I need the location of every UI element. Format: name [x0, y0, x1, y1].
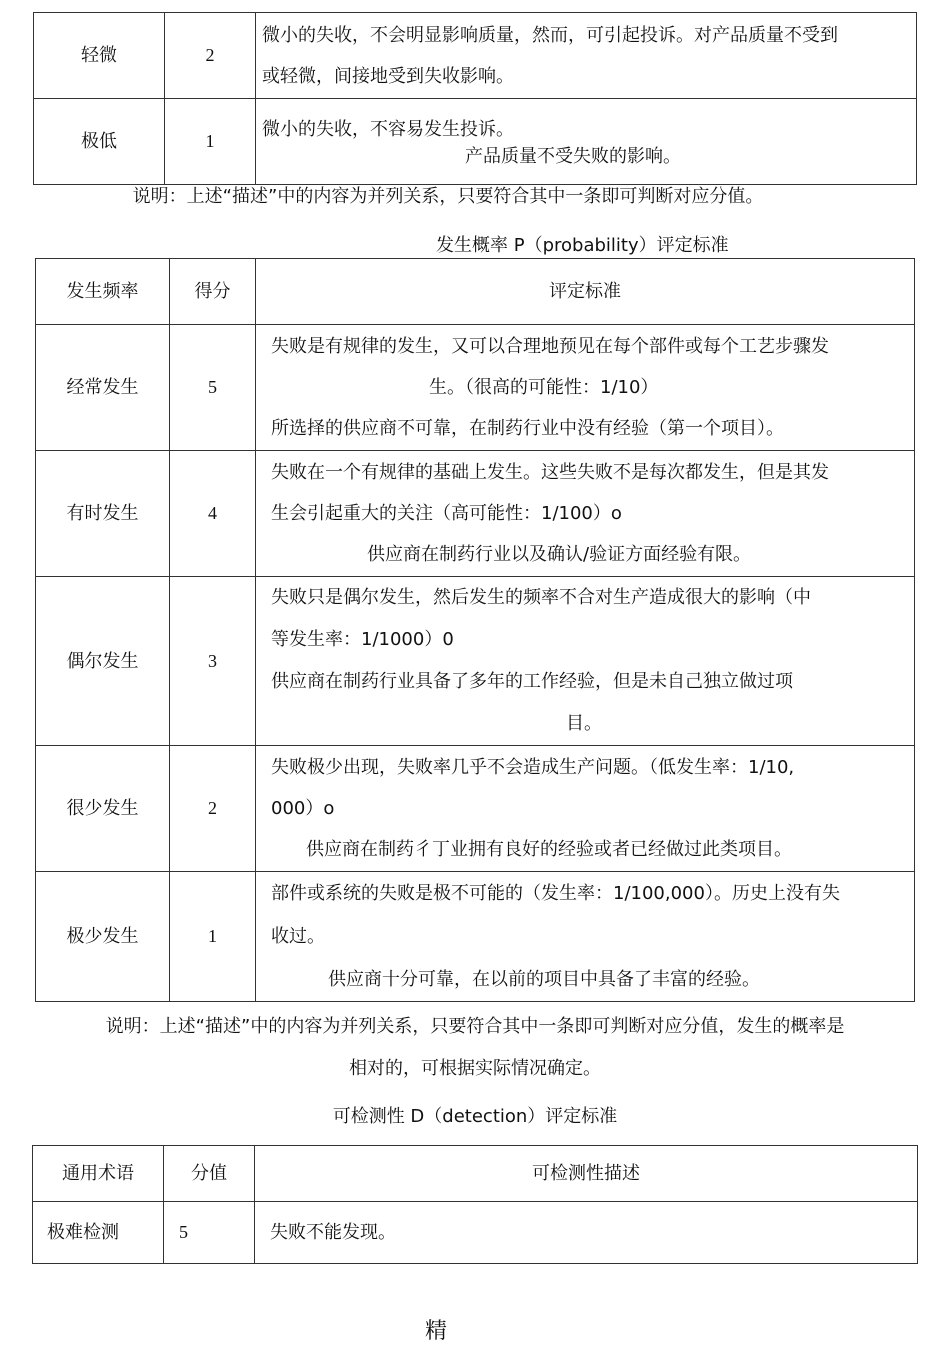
probability-title: 发生概率 P（probability）评定标准 [436, 235, 729, 256]
level-cell: 很少发生 [36, 746, 170, 872]
level-cell: 轻微 [34, 13, 165, 99]
desc-cell: 失败只是偶尔发生，然后发生的频率不合对生产造成很大的影响（中 等发生率：1/1000）0 供应商在制药行业具备了多年的工作经验，但是未自己独立做过项 目。 [256, 577, 915, 746]
desc-cell: 失败不能发现。 [255, 1202, 918, 1264]
probability-note: 说明：上述“描述”中的内容为并列关系，只要符合其中一条即可判断对应分值，发生的概率是 相对的，可根据实际情况确定。 [105, 1016, 845, 1079]
severity-note: 说明：上述“描述”中的内容为并列关系，只要符合其中一条即可判断对应分值。 [132, 186, 764, 207]
severity-table [33, 12, 917, 185]
desc-cell: 微小的失收，不容易发生投诉。 产品质量不受失败的影响。 [256, 99, 917, 185]
table-row [36, 577, 915, 746]
level-cell: 有时发生 [36, 451, 170, 577]
desc-cell: 失败极少出现，失败率几乎不会造成生产问题。（低发生率：1/10, 000）o 供应商在制药彳丁业拥有良好的经验或者已经做过此类项目。 [256, 746, 915, 872]
table-row [34, 99, 917, 185]
level-cell: 偶尔发生 [36, 577, 170, 746]
level-cell: 经常发生 [36, 325, 170, 451]
score-cell: 2 [170, 746, 256, 872]
score-cell: 2 [165, 13, 256, 99]
score-cell: 1 [165, 99, 256, 185]
level-cell: 极难检测 [33, 1202, 164, 1264]
probability-table [35, 258, 915, 1002]
score-cell: 3 [170, 577, 256, 746]
header-frequency: 发生频率 [36, 259, 170, 325]
header-score: 得分 [170, 259, 256, 325]
detection-table [32, 1145, 918, 1264]
table-row [36, 746, 915, 872]
score-cell: 5 [164, 1202, 255, 1264]
table-row [33, 1202, 918, 1264]
desc-cell: 微小的失收，不会明显影响质量，然而，可引起投诉。对产品质量不受到 或轻微，间接地受到失收影响。 [256, 13, 917, 99]
desc-cell: 失败是有规律的发生，又可以合理地预见在每个部件或每个工艺步骤发 生。（很高的可能性：1/10） 所选择的供应商不可靠，在制药行业中没有经验（第一个项目）。 [256, 325, 915, 451]
table-row [36, 451, 915, 577]
header-value: 分值 [164, 1146, 255, 1202]
table-header-row [33, 1146, 918, 1202]
score-cell: 4 [170, 451, 256, 577]
desc-cell: 部件或系统的失败是极不可能的（发生率：1/100,000）。历史上没有失 收过。 供应商十分可靠，在以前的项目中具备了丰富的经验。 [256, 872, 915, 1002]
desc-cell: 失败在一个有规律的基础上发生。这些失败不是每次都发生，但是其发 生会引起重大的关注（高可能性：1/100）o 供应商在制药行业以及确认/验证方面经验有限。 [256, 451, 915, 577]
header-term: 通用术语 [33, 1146, 164, 1202]
table-row [34, 13, 917, 99]
detection-title: 可检测性 D（detection）评定标准 [332, 1106, 618, 1127]
score-cell: 5 [170, 325, 256, 451]
table-row [36, 325, 915, 451]
header-criteria: 评定标准 [256, 259, 915, 325]
level-cell: 极少发生 [36, 872, 170, 1002]
score-cell: 1 [170, 872, 256, 1002]
level-cell: 极低 [34, 99, 165, 185]
table-header-row [36, 259, 915, 325]
table-row [36, 872, 915, 1002]
header-description: 可检测性描述 [255, 1146, 918, 1202]
footer-char: 精 [425, 1319, 448, 1344]
